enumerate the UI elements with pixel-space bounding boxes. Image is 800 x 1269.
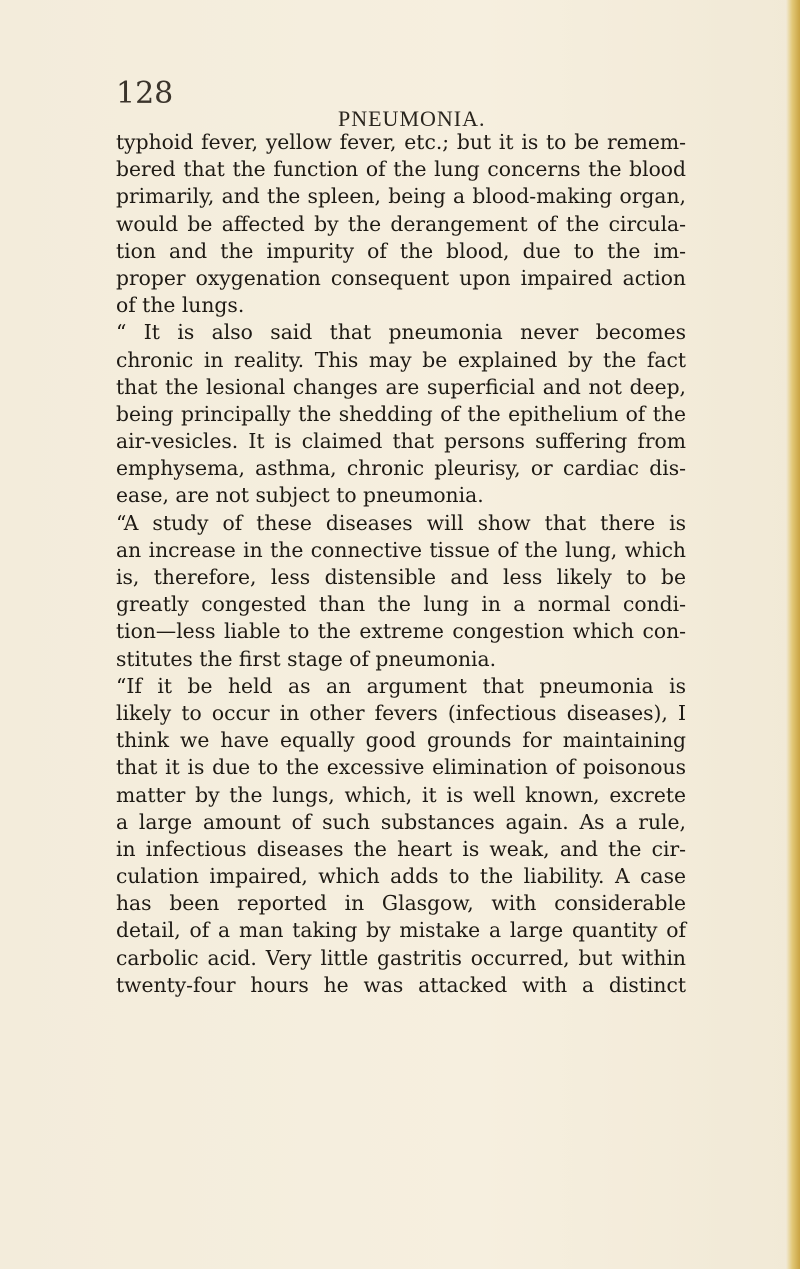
text-line: chronic in reality. This may be explained by the fact xyxy=(116,347,686,372)
text-line: tion—less liable to the extreme congestion which con- xyxy=(116,619,686,644)
page-header xyxy=(116,76,688,131)
text-line: is, therefore, less distensible and less likely to be xyxy=(116,565,686,589)
text-line: twenty-four hours he was attacked with a distinct xyxy=(116,972,686,997)
text-line: primarily, and the spleen, being a blood-making organ, xyxy=(116,184,686,209)
text-line: think we have equally good grounds for maintaining xyxy=(116,728,686,753)
text-line: “If it be held as an argument that pneumonia is xyxy=(116,673,686,698)
page-edge xyxy=(786,0,800,1269)
text-line: that the lesional changes are superficial and not deep, xyxy=(116,374,686,399)
text-line: likely to occur in other fevers (infectious diseases), I xyxy=(116,700,686,725)
page-number: 128 xyxy=(116,76,174,111)
text-line: proper oxygenation consequent upon impaired action xyxy=(116,265,686,290)
text-line: being principally the shedding of the epithelium of the xyxy=(116,401,686,426)
text-line: greatly congested than the lung in a normal condi- xyxy=(116,592,686,617)
text-line: air-vesicles. It is claimed that persons suffering from xyxy=(116,429,686,454)
text-line: “ It is also said that pneumonia never becomes xyxy=(116,320,686,345)
running-head: PNEUMONIA. xyxy=(338,106,486,131)
text-line: “A study of these diseases will show that there is xyxy=(116,510,686,535)
text-line: typhoid fever, yellow fever, etc.; but it is to be remem- xyxy=(116,130,686,154)
text-line: would be affected by the derangement of the circula- xyxy=(116,211,686,236)
text-line: of the lungs. xyxy=(116,293,245,318)
text-line: a large amount of such substances again. As a rule, xyxy=(116,809,686,834)
text-line: tion and the impurity of the blood, due to the im- xyxy=(116,238,686,263)
text-line: culation impaired, which adds to the liability. A case xyxy=(116,864,686,889)
text-line: carbolic acid. Very little gastritis occurred, but within xyxy=(116,945,686,970)
text-line: matter by the lungs, which, it is well known, excrete xyxy=(116,782,686,807)
text-line: detail, of a man taking by mistake a large quantity of xyxy=(116,918,686,943)
text-line: that it is due to the excessive elimination of poisonous xyxy=(116,755,686,780)
text-line: emphysema, asthma, chronic pleurisy, or cardiac dis- xyxy=(116,456,686,481)
text-line: has been reported in Glasgow, with considerable xyxy=(116,891,686,916)
body-text xyxy=(116,129,686,999)
text-line: in infectious diseases the heart is weak, and the cir- xyxy=(116,836,686,861)
text-line: bered that the function of the lung concerns the blood xyxy=(116,157,686,182)
text-line: ease, are not subject to pneumonia. xyxy=(116,483,484,508)
text-line: an increase in the connective tissue of the lung, which xyxy=(116,537,686,562)
text-line: stitutes the first stage of pneumonia. xyxy=(116,646,497,671)
